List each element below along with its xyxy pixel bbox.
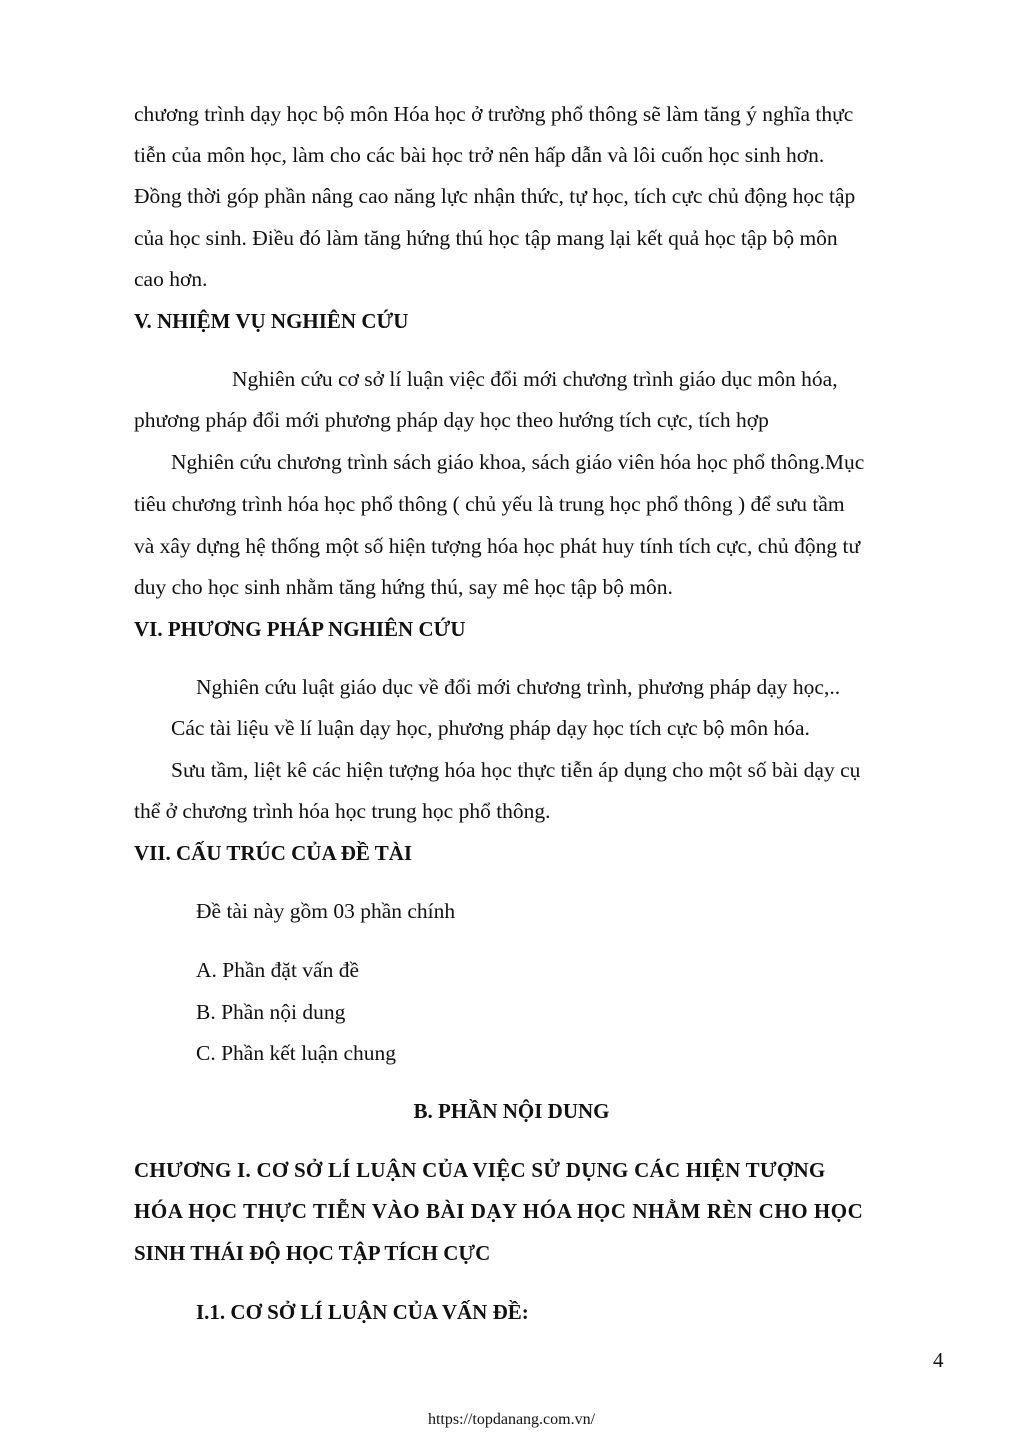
paragraph-line: của học sinh. Điều đó làm tăng hứng thú học tập mang lại kết quả học tập bộ môn: [134, 226, 838, 250]
paragraph-line: cao hơn.: [134, 267, 208, 291]
chapter-title-line: HÓA HỌC THỰC TIỄN VÀO BÀI DẠY HÓA HỌC NHẰM RÈN CHO HỌC: [134, 1199, 864, 1223]
page-number: 4: [933, 1348, 944, 1372]
paragraph-line: thể ở chương trình hóa học trung học phổ thông.: [134, 799, 551, 823]
chapter-title-line: CHƯƠNG I. CƠ SỞ LÍ LUẬN CỦA VIỆC SỬ DỤNG CÁC HIỆN TƯỢNG: [134, 1158, 826, 1182]
section-heading: VII. CẤU TRÚC CỦA ĐỀ TÀI: [134, 841, 413, 865]
chapter-title-line: SINH THÁI ĐỘ HỌC TẬP TÍCH CỰC: [134, 1241, 491, 1265]
paragraph-line: phương pháp đổi mới phương pháp dạy học theo hướng tích cực, tích hợp: [134, 408, 769, 432]
paragraph-line: duy cho học sinh nhằm tăng hứng thú, say mê học tập bộ môn.: [134, 575, 673, 599]
section-heading: V. NHIỆM VỤ NGHIÊN CỨU: [134, 309, 409, 333]
paragraph-line: Nghiên cứu luật giáo dục về đổi mới chương trình, phương pháp dạy học,..: [196, 675, 841, 699]
section-heading: VI. PHƯƠNG PHÁP NGHIÊN CỨU: [134, 617, 466, 641]
paragraph-line: tiêu chương trình hóa học phổ thông ( chủ yếu là trung học phổ thông ) để sưu tầm: [134, 492, 845, 516]
paragraph-line: Nghiên cứu cơ sở lí luận việc đổi mới chương trình giáo dục môn hóa,: [232, 367, 838, 391]
paragraph-line: tiễn của môn học, làm cho các bài học trở nên hấp dẫn và lôi cuốn học sinh hơn.: [134, 143, 825, 167]
paragraph-line: Nghiên cứu chương trình sách giáo khoa, sách giáo viên hóa học phổ thông.Mục: [171, 450, 865, 474]
list-item: C. Phần kết luận chung: [196, 1041, 397, 1065]
part-title: B. PHẦN NỘI DUNG: [413, 1099, 610, 1123]
subsection-heading: I.1. CƠ SỞ LÍ LUẬN CỦA VẤN ĐỀ:: [196, 1300, 529, 1324]
list-item: A. Phần đặt vấn đề: [196, 958, 360, 982]
paragraph-line: Các tài liệu về lí luận dạy học, phương pháp dạy học tích cực bộ môn hóa.: [171, 716, 810, 740]
footer-url[interactable]: https://topdanang.com.vn/: [427, 1411, 596, 1428]
paragraph-line: Đề tài này gồm 03 phần chính: [196, 899, 456, 923]
paragraph-line: và xây dựng hệ thống một số hiện tượng hóa học phát huy tính tích cực, chủ động tư: [134, 534, 861, 558]
list-item: B. Phần nội dung: [196, 1000, 346, 1024]
paragraph-line: Đồng thời góp phần nâng cao năng lực nhận thức, tự học, tích cực chủ động học tập: [134, 184, 856, 208]
paragraph-line: Sưu tầm, liệt kê các hiện tượng hóa học thực tiễn áp dụng cho một số bài dạy cụ: [171, 758, 861, 782]
paragraph-line: chương trình dạy học bộ môn Hóa học ở trường phổ thông sẽ làm tăng ý nghĩa thực: [134, 102, 854, 126]
